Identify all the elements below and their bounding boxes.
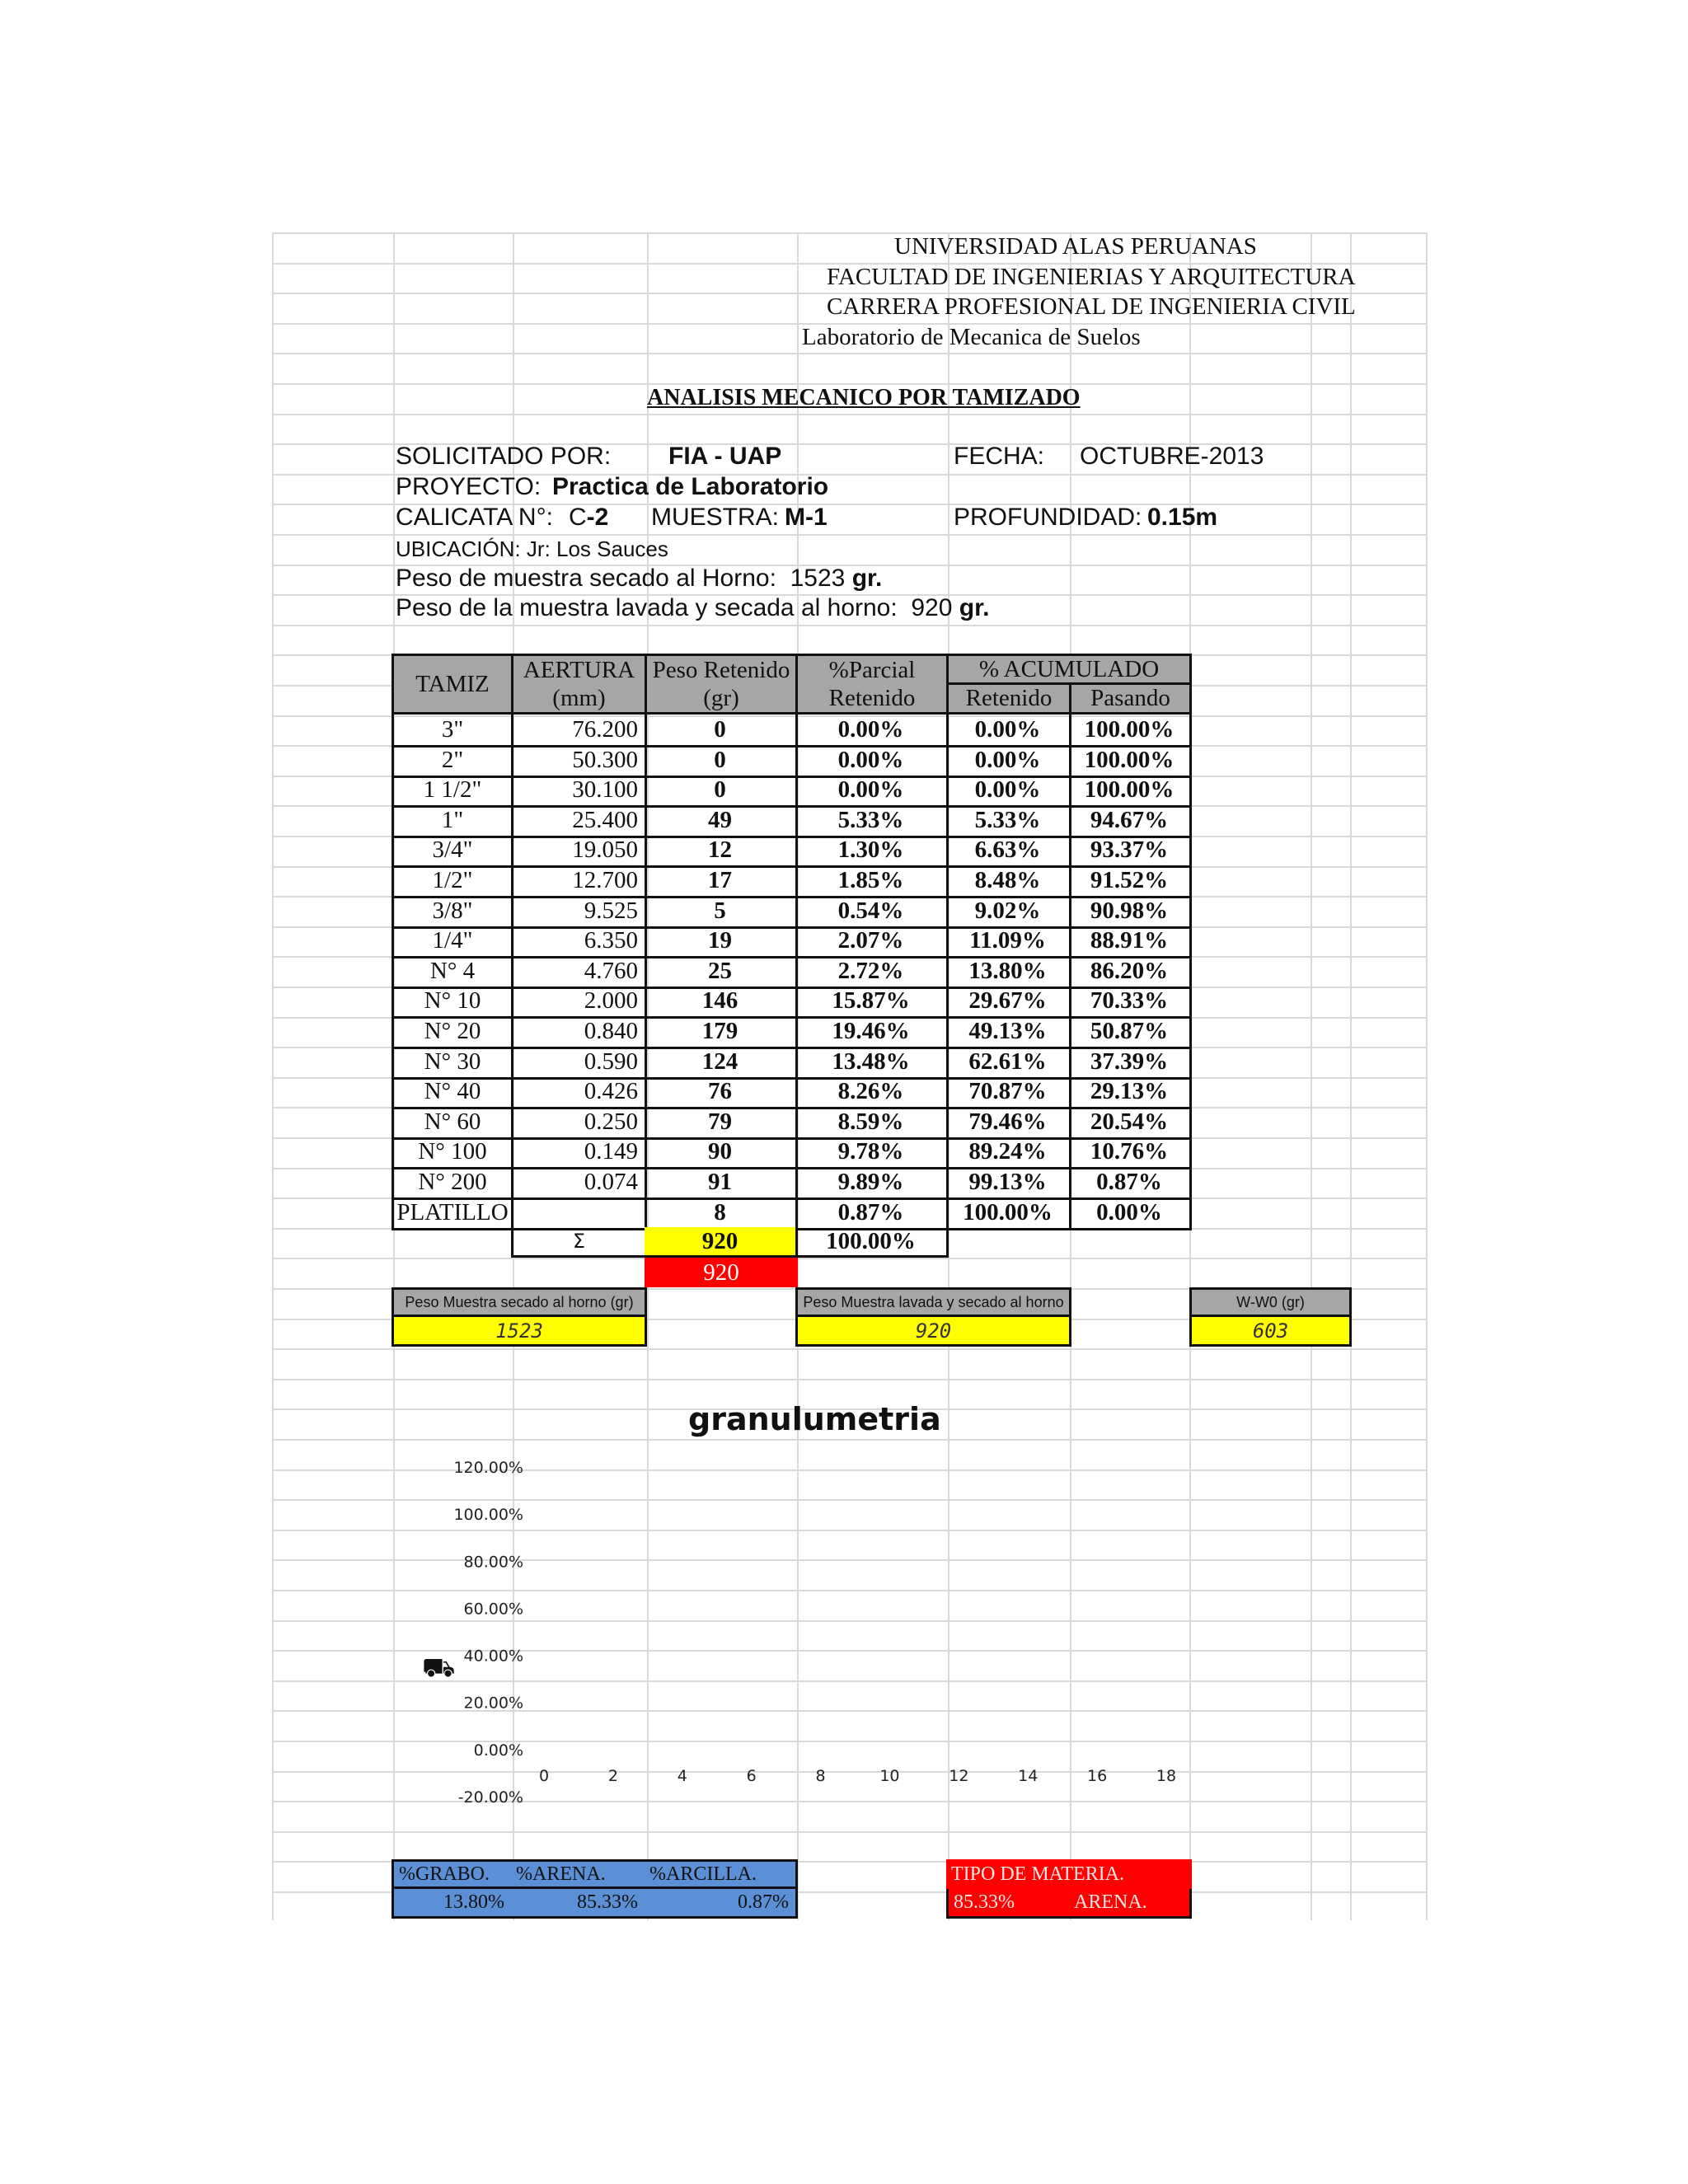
grabo-label: %GRABO. — [392, 1859, 513, 1889]
cell-retenido: 49.13% — [946, 1016, 1071, 1049]
proyecto-value: Practica de Laboratorio — [552, 473, 829, 500]
cell-abertura: 0.074 — [511, 1167, 647, 1200]
cell-abertura: 9.525 — [511, 896, 647, 929]
header-acumulado: % ACUMULADO — [946, 654, 1192, 685]
cell-tamiz: 1/4" — [392, 926, 513, 958]
cell-peso: 0 — [645, 715, 798, 748]
x-tick-label: 12 — [949, 1766, 969, 1785]
arena-label: %ARENA. — [511, 1859, 647, 1889]
cell-retenido: 79.46% — [946, 1107, 1071, 1140]
cell-retenido: 89.24% — [946, 1137, 1071, 1169]
cell-parcial: 8.59% — [795, 1107, 949, 1140]
calicata-value-number: -2 — [586, 504, 609, 531]
cell-tamiz: 1 1/2" — [392, 775, 513, 808]
cell-peso: 91 — [645, 1167, 798, 1200]
cell-tamiz: 3/4" — [392, 835, 513, 868]
cell-retenido: 9.02% — [946, 896, 1071, 929]
grid-row-line — [272, 1439, 1426, 1441]
cell-tamiz: N° 40 — [392, 1076, 513, 1109]
cell-abertura: 2.000 — [511, 986, 647, 1019]
cell-retenido: 8.48% — [946, 865, 1071, 898]
cell-pasando: 20.54% — [1069, 1107, 1192, 1140]
cell-pasando: 29.13% — [1069, 1076, 1192, 1109]
cell-tamiz: 1" — [392, 805, 513, 838]
x-tick-label: 8 — [815, 1766, 826, 1785]
cell-parcial: 9.78% — [795, 1137, 949, 1169]
cell-abertura — [511, 1197, 647, 1230]
cell-peso: 0 — [645, 745, 798, 778]
header-tamiz: TAMIZ — [392, 654, 513, 715]
grid-row-line — [272, 1348, 1426, 1350]
cell-abertura: 0.149 — [511, 1137, 647, 1169]
cell-retenido: 13.80% — [946, 956, 1071, 989]
cell-pasando: 10.76% — [1069, 1137, 1192, 1169]
header-peso-line2: (gr) — [703, 685, 739, 711]
grid-row-line — [272, 1379, 1426, 1380]
fecha-label: FECHA: — [954, 443, 1045, 470]
peso-lavada-unit: gr. — [959, 594, 990, 621]
cell-pasando: 100.00% — [1069, 775, 1192, 808]
x-tick-label: 14 — [1018, 1766, 1039, 1785]
cell-tamiz: 3/8" — [392, 896, 513, 929]
cell-parcial: 5.33% — [795, 805, 949, 838]
cell-peso: 0 — [645, 775, 798, 808]
chart-marker-icon: ⛟ — [422, 1652, 456, 1682]
university-name: UNIVERSIDAD ALAS PERUANAS — [894, 233, 1257, 260]
x-tick-label: 2 — [607, 1766, 618, 1785]
grid-row-line — [272, 534, 1426, 536]
header-pasando: Pasando — [1069, 682, 1192, 715]
cell-retenido: 62.61% — [946, 1047, 1071, 1080]
cell-tamiz: 1/2" — [392, 865, 513, 898]
cell-retenido: 70.87% — [946, 1076, 1071, 1109]
cell-peso: 124 — [645, 1047, 798, 1080]
y-tick-label: 100.00% — [453, 1506, 523, 1525]
grabo-value: 13.80% — [392, 1889, 513, 1919]
header-abertura — [511, 654, 647, 715]
weight-secado-value: 1523 — [392, 1317, 647, 1347]
cell-tamiz: N° 4 — [392, 956, 513, 989]
grid-row-line — [272, 1831, 1426, 1833]
header-parcial — [795, 654, 949, 715]
cell-abertura: 19.050 — [511, 835, 647, 868]
cell-abertura: 30.100 — [511, 775, 647, 808]
tipo-label: TIPO DE MATERIA. — [946, 1859, 1192, 1889]
cell-retenido: 5.33% — [946, 805, 1071, 838]
peso-lavada-value: 920 — [911, 594, 953, 621]
cell-retenido: 0.00% — [946, 775, 1071, 808]
grid-row-line — [272, 353, 1426, 354]
cell-tamiz: N° 200 — [392, 1167, 513, 1200]
cell-pasando: 50.87% — [1069, 1016, 1192, 1049]
tipo-value: ARENA. — [1069, 1889, 1192, 1919]
header-abertura-line1: AERTURA — [523, 657, 635, 683]
weight-diff-label: W-W0 (gr) — [1189, 1287, 1352, 1317]
x-tick-label: 0 — [538, 1766, 550, 1785]
profundidad-value: 0.15m — [1147, 504, 1218, 531]
cell-parcial: 0.54% — [795, 896, 949, 929]
cell-pasando: 70.33% — [1069, 986, 1192, 1019]
calicata-value-prefix: C — [569, 504, 587, 531]
header-abertura-line2: (mm) — [552, 685, 606, 711]
career-name: CARRERA PROFESIONAL DE INGENIERIA CIVIL — [827, 293, 1356, 320]
cell-pasando: 90.98% — [1069, 896, 1192, 929]
cell-peso: 19 — [645, 926, 798, 958]
fecha-value: OCTUBRE-2013 — [1080, 443, 1264, 470]
cell-peso: 49 — [645, 805, 798, 838]
cell-parcial: 1.30% — [795, 835, 949, 868]
y-tick-label: 20.00% — [463, 1694, 523, 1713]
cell-tamiz: N° 60 — [392, 1107, 513, 1140]
cell-abertura: 76.200 — [511, 715, 647, 748]
grid-column-line — [1426, 232, 1428, 1920]
sum-check: 920 — [645, 1258, 798, 1287]
weight-lavada-value: 920 — [795, 1317, 1071, 1347]
cell-peso: 179 — [645, 1016, 798, 1049]
cell-abertura: 25.400 — [511, 805, 647, 838]
cell-pasando: 0.87% — [1069, 1167, 1192, 1200]
header-peso — [645, 654, 798, 715]
peso-secado-label: Peso de muestra secado al Horno: — [396, 565, 776, 592]
cell-retenido: 11.09% — [946, 926, 1071, 958]
cell-parcial: 8.26% — [795, 1076, 949, 1109]
peso-secado-line — [396, 565, 882, 593]
header-retenido: Retenido — [946, 682, 1071, 715]
lab-name: Laboratorio de Mecanica de Suelos — [802, 324, 1141, 350]
cell-abertura: 0.250 — [511, 1107, 647, 1140]
grid-row-line — [272, 625, 1426, 626]
y-tick-label: 0.00% — [473, 1741, 523, 1760]
y-tick-label: 60.00% — [463, 1600, 523, 1619]
cell-tamiz: N° 100 — [392, 1137, 513, 1169]
muestra-label: MUESTRA: — [651, 504, 780, 531]
cell-pasando: 86.20% — [1069, 956, 1192, 989]
grid-column-line — [1350, 232, 1352, 1920]
cell-tamiz: N° 30 — [392, 1047, 513, 1080]
x-tick-label: 10 — [879, 1766, 900, 1785]
cell-retenido: 29.67% — [946, 986, 1071, 1019]
weight-lavada-label: Peso Muestra lavada y secado al horno — [795, 1287, 1071, 1317]
cell-parcial: 0.87% — [795, 1197, 949, 1230]
cell-pasando: 100.00% — [1069, 715, 1192, 748]
y-tick-label: -20.00% — [457, 1788, 523, 1807]
cell-peso: 12 — [645, 835, 798, 868]
weight-diff-value: 603 — [1189, 1317, 1352, 1347]
x-tick-label: 6 — [746, 1766, 757, 1785]
cell-abertura: 4.760 — [511, 956, 647, 989]
cell-pasando: 0.00% — [1069, 1197, 1192, 1230]
cell-abertura: 0.426 — [511, 1076, 647, 1109]
cell-parcial: 19.46% — [795, 1016, 949, 1049]
cell-parcial: 2.07% — [795, 926, 949, 958]
cell-retenido: 6.63% — [946, 835, 1071, 868]
peso-secado-unit: gr. — [851, 565, 883, 592]
cell-parcial: 0.00% — [795, 715, 949, 748]
grid-row-line — [272, 1258, 1426, 1259]
grid-column-line — [1311, 232, 1312, 1920]
cell-parcial: 2.72% — [795, 956, 949, 989]
cell-tamiz: PLATILLO — [392, 1197, 513, 1230]
y-tick-label: 40.00% — [463, 1647, 523, 1666]
cell-peso: 90 — [645, 1137, 798, 1169]
cell-parcial: 1.85% — [795, 865, 949, 898]
cell-abertura: 50.300 — [511, 745, 647, 778]
cell-tamiz: 2" — [392, 745, 513, 778]
muestra-value: M-1 — [785, 504, 828, 531]
arena-value: 85.33% — [511, 1889, 647, 1919]
peso-lavada-line — [396, 594, 989, 622]
grid-row-line — [272, 414, 1426, 415]
ubicacion: UBICACIÓN: Jr: Los Sauces — [396, 537, 668, 561]
y-tick-label: 120.00% — [453, 1459, 523, 1477]
cell-pasando: 37.39% — [1069, 1047, 1192, 1080]
solicitado-label: SOLICITADO POR: — [396, 443, 612, 470]
chart-title: granulumetria — [688, 1401, 941, 1437]
solicitado-value: FIA - UAP — [668, 443, 782, 470]
cell-peso: 5 — [645, 896, 798, 929]
cell-peso: 79 — [645, 1107, 798, 1140]
report-title: ANALISIS MECANICO POR TAMIZADO — [647, 385, 1081, 410]
profundidad-label: PROFUNDIDAD: — [954, 504, 1142, 531]
cell-tamiz: N° 20 — [392, 1016, 513, 1049]
arcilla-value: 0.87% — [645, 1889, 798, 1919]
cell-abertura: 12.700 — [511, 865, 647, 898]
cell-retenido: 0.00% — [946, 715, 1071, 748]
cell-pasando: 93.37% — [1069, 835, 1192, 868]
cell-parcial: 9.89% — [795, 1167, 949, 1200]
cell-pasando: 88.91% — [1069, 926, 1192, 958]
peso-lavada-label: Peso de la muestra lavada y secada al horno: — [396, 594, 898, 621]
y-axis-ticks — [453, 1459, 523, 1807]
cell-abertura: 6.350 — [511, 926, 647, 958]
tipo-percent: 85.33% — [946, 1889, 1071, 1919]
peso-secado-value: 1523 — [790, 565, 846, 592]
cell-retenido: 99.13% — [946, 1167, 1071, 1200]
cell-peso: 25 — [645, 956, 798, 989]
y-tick-label: 80.00% — [463, 1553, 523, 1572]
x-tick-label: 4 — [677, 1766, 687, 1785]
header-parcial-line1: %Parcial — [828, 657, 916, 683]
granulometry-chart — [396, 1451, 1220, 1813]
arcilla-label: %ARCILLA. — [645, 1859, 798, 1889]
x-axis-ticks — [539, 1767, 1176, 1785]
calicata-value — [569, 504, 608, 532]
sum-peso: 920 — [645, 1227, 798, 1258]
cell-retenido: 100.00% — [946, 1197, 1071, 1230]
cell-pasando: 91.52% — [1069, 865, 1192, 898]
cell-abertura: 0.590 — [511, 1047, 647, 1080]
cell-peso: 76 — [645, 1076, 798, 1109]
sum-symbol: Σ — [511, 1227, 647, 1258]
grid-column-line — [272, 232, 274, 1920]
x-tick-label: 16 — [1087, 1766, 1108, 1785]
cell-peso: 146 — [645, 986, 798, 1019]
calicata-label: CALICATA N°: — [396, 504, 553, 531]
cell-parcial: 13.48% — [795, 1047, 949, 1080]
header-peso-line1: Peso Retenido — [652, 657, 790, 683]
faculty-name: FACULTAD DE INGENIERIAS Y ARQUITECTURA — [827, 264, 1356, 290]
cell-peso: 17 — [645, 865, 798, 898]
cell-abertura: 0.840 — [511, 1016, 647, 1049]
header-parcial-line2: Retenido — [828, 685, 916, 711]
cell-parcial: 0.00% — [795, 775, 949, 808]
x-tick-label: 18 — [1156, 1766, 1177, 1785]
cell-pasando: 100.00% — [1069, 745, 1192, 778]
proyecto-label: PROYECTO: — [396, 473, 542, 500]
weight-secado-label: Peso Muestra secado al horno (gr) — [392, 1287, 647, 1317]
cell-tamiz: N° 10 — [392, 986, 513, 1019]
sum-parcial: 100.00% — [795, 1227, 949, 1258]
cell-retenido: 0.00% — [946, 745, 1071, 778]
cell-parcial: 15.87% — [795, 986, 949, 1019]
cell-parcial: 0.00% — [795, 745, 949, 778]
cell-tamiz: 3" — [392, 715, 513, 748]
cell-peso: 8 — [645, 1197, 798, 1230]
cell-pasando: 94.67% — [1069, 805, 1192, 838]
